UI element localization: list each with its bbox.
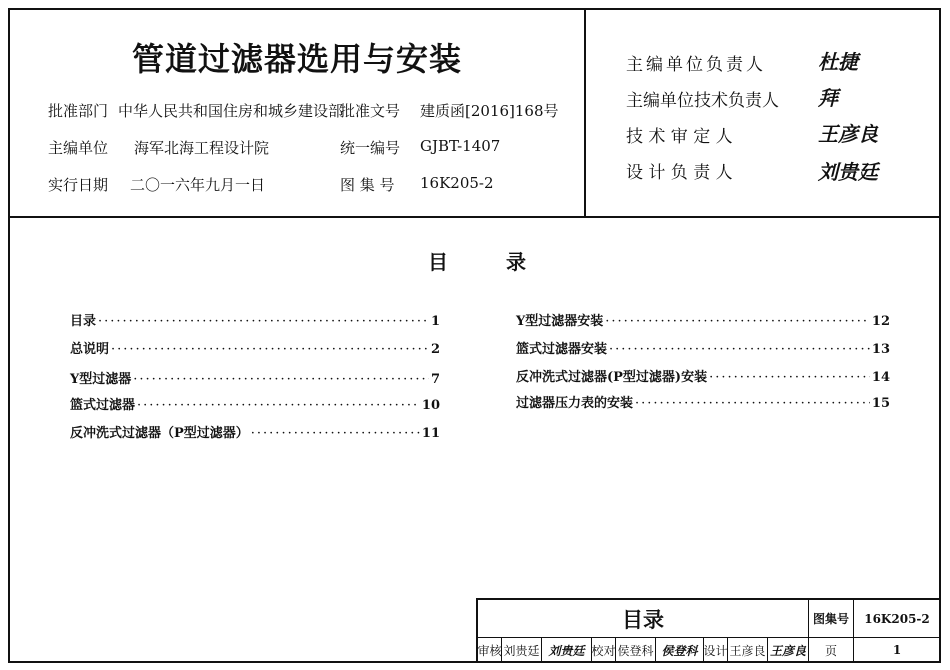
toc-item[interactable] (70, 310, 440, 330)
review-name: 刘贵廷 (502, 638, 542, 663)
chief-unit-head-label: 主编单位负责人 (626, 55, 766, 75)
check-name: 侯登科 (616, 638, 656, 663)
tech-head-label: 主编单位技术负责人 (626, 91, 779, 111)
toc-item[interactable] (516, 366, 890, 386)
toc-leader (98, 314, 429, 329)
toc-item-page: 7 (430, 372, 440, 387)
toc-leader (111, 342, 429, 357)
chief-unit-head-signature: 杜捷 (818, 50, 858, 74)
toc-item[interactable] (70, 338, 440, 358)
unified-number-label: 统一编号 (340, 139, 401, 157)
toc-item-page: 13 (871, 342, 890, 357)
effective-date-label: 实行日期 (48, 176, 109, 194)
tech-head-signature: 拜 (818, 86, 838, 110)
check-label: 校对 (592, 638, 616, 663)
review-label: 审核 (478, 638, 502, 663)
tech-reviewer-signature: 王彦良 (818, 122, 878, 146)
editor-unit-value: 海军北海工程设计院 (134, 139, 270, 157)
design-signature: 王彦良 (768, 638, 809, 663)
toc-leader (709, 370, 870, 385)
title-block (476, 598, 941, 663)
atlas-number-value: 16K205-2 (854, 600, 941, 638)
page-number: 1 (854, 638, 941, 663)
toc-leader (635, 396, 870, 411)
design-head-label: 设 计 负 责 人 (626, 163, 733, 183)
toc-item[interactable] (70, 422, 440, 442)
toc-item-page: 15 (871, 396, 890, 411)
toc-item-page: 11 (421, 426, 440, 441)
drawing-sheet (8, 8, 941, 663)
toc-item-title: 总说明 (70, 342, 110, 357)
toc-item-title: 目录 (70, 314, 97, 329)
check-signature: 侯登科 (656, 638, 704, 663)
approval-dept-label: 批准部门 (48, 102, 109, 120)
toc-item-page: 14 (871, 370, 890, 385)
toc-item[interactable] (516, 338, 890, 358)
toc-item-title: Y型过滤器安装 (516, 314, 604, 329)
toc-item-title: 过滤器压力表的安装 (516, 396, 634, 411)
unified-number-value: GJBT-1407 (420, 137, 501, 155)
toc-leader (609, 342, 870, 357)
toc-item-title: Y型过滤器 (70, 372, 132, 387)
toc-title-char-1: 目 (428, 250, 448, 274)
toc-item-title: 篮式过滤器安装 (516, 342, 608, 357)
approval-doc-value: 建质函[2016]168号 (420, 102, 559, 120)
toc-leader (605, 314, 870, 329)
design-name: 王彦良 (728, 638, 768, 663)
approval-doc-label: 批准文号 (340, 102, 401, 120)
toc-item[interactable] (70, 394, 440, 414)
toc-leader (137, 398, 420, 413)
drawing-title: 目录 (478, 600, 809, 638)
atlas-title: 管道过滤器选用与安装 (131, 40, 462, 78)
toc-item-page: 10 (421, 398, 440, 413)
editor-unit-label: 主编单位 (48, 139, 109, 157)
toc-item-page: 12 (871, 314, 890, 329)
atlas-number-label: 图 集 号 (340, 176, 395, 194)
toc-item[interactable] (70, 368, 440, 388)
atlas-number-label: 图集号 (809, 600, 854, 638)
toc-leader (133, 372, 429, 387)
page-label: 页 (809, 638, 854, 663)
approval-dept-value: 中华人民共和国住房和城乡建设部 (118, 102, 344, 120)
toc-item-page: 2 (430, 342, 440, 357)
toc-title-char-2: 录 (506, 250, 526, 274)
toc-item[interactable] (516, 310, 890, 330)
toc-item-page: 1 (430, 314, 440, 329)
review-signature: 刘贵廷 (542, 638, 592, 663)
toc-item-title: 篮式过滤器 (70, 398, 136, 413)
header-divider (10, 216, 939, 218)
design-head-signature: 刘贵廷 (818, 160, 878, 184)
toc-item[interactable] (516, 392, 890, 412)
toc-item-title: 反冲洗式过滤器（P型过滤器） (70, 426, 249, 441)
design-label: 设计 (704, 638, 728, 663)
toc-item-title: 反冲洗式过滤器(P型过滤器)安装 (516, 370, 708, 385)
header-vertical-divider (584, 10, 586, 216)
toc-leader (251, 426, 420, 441)
tech-reviewer-label: 技 术 审 定 人 (626, 127, 733, 147)
atlas-number-value: 16K205-2 (420, 174, 494, 192)
effective-date-value: 二〇一六年九月一日 (130, 176, 266, 194)
